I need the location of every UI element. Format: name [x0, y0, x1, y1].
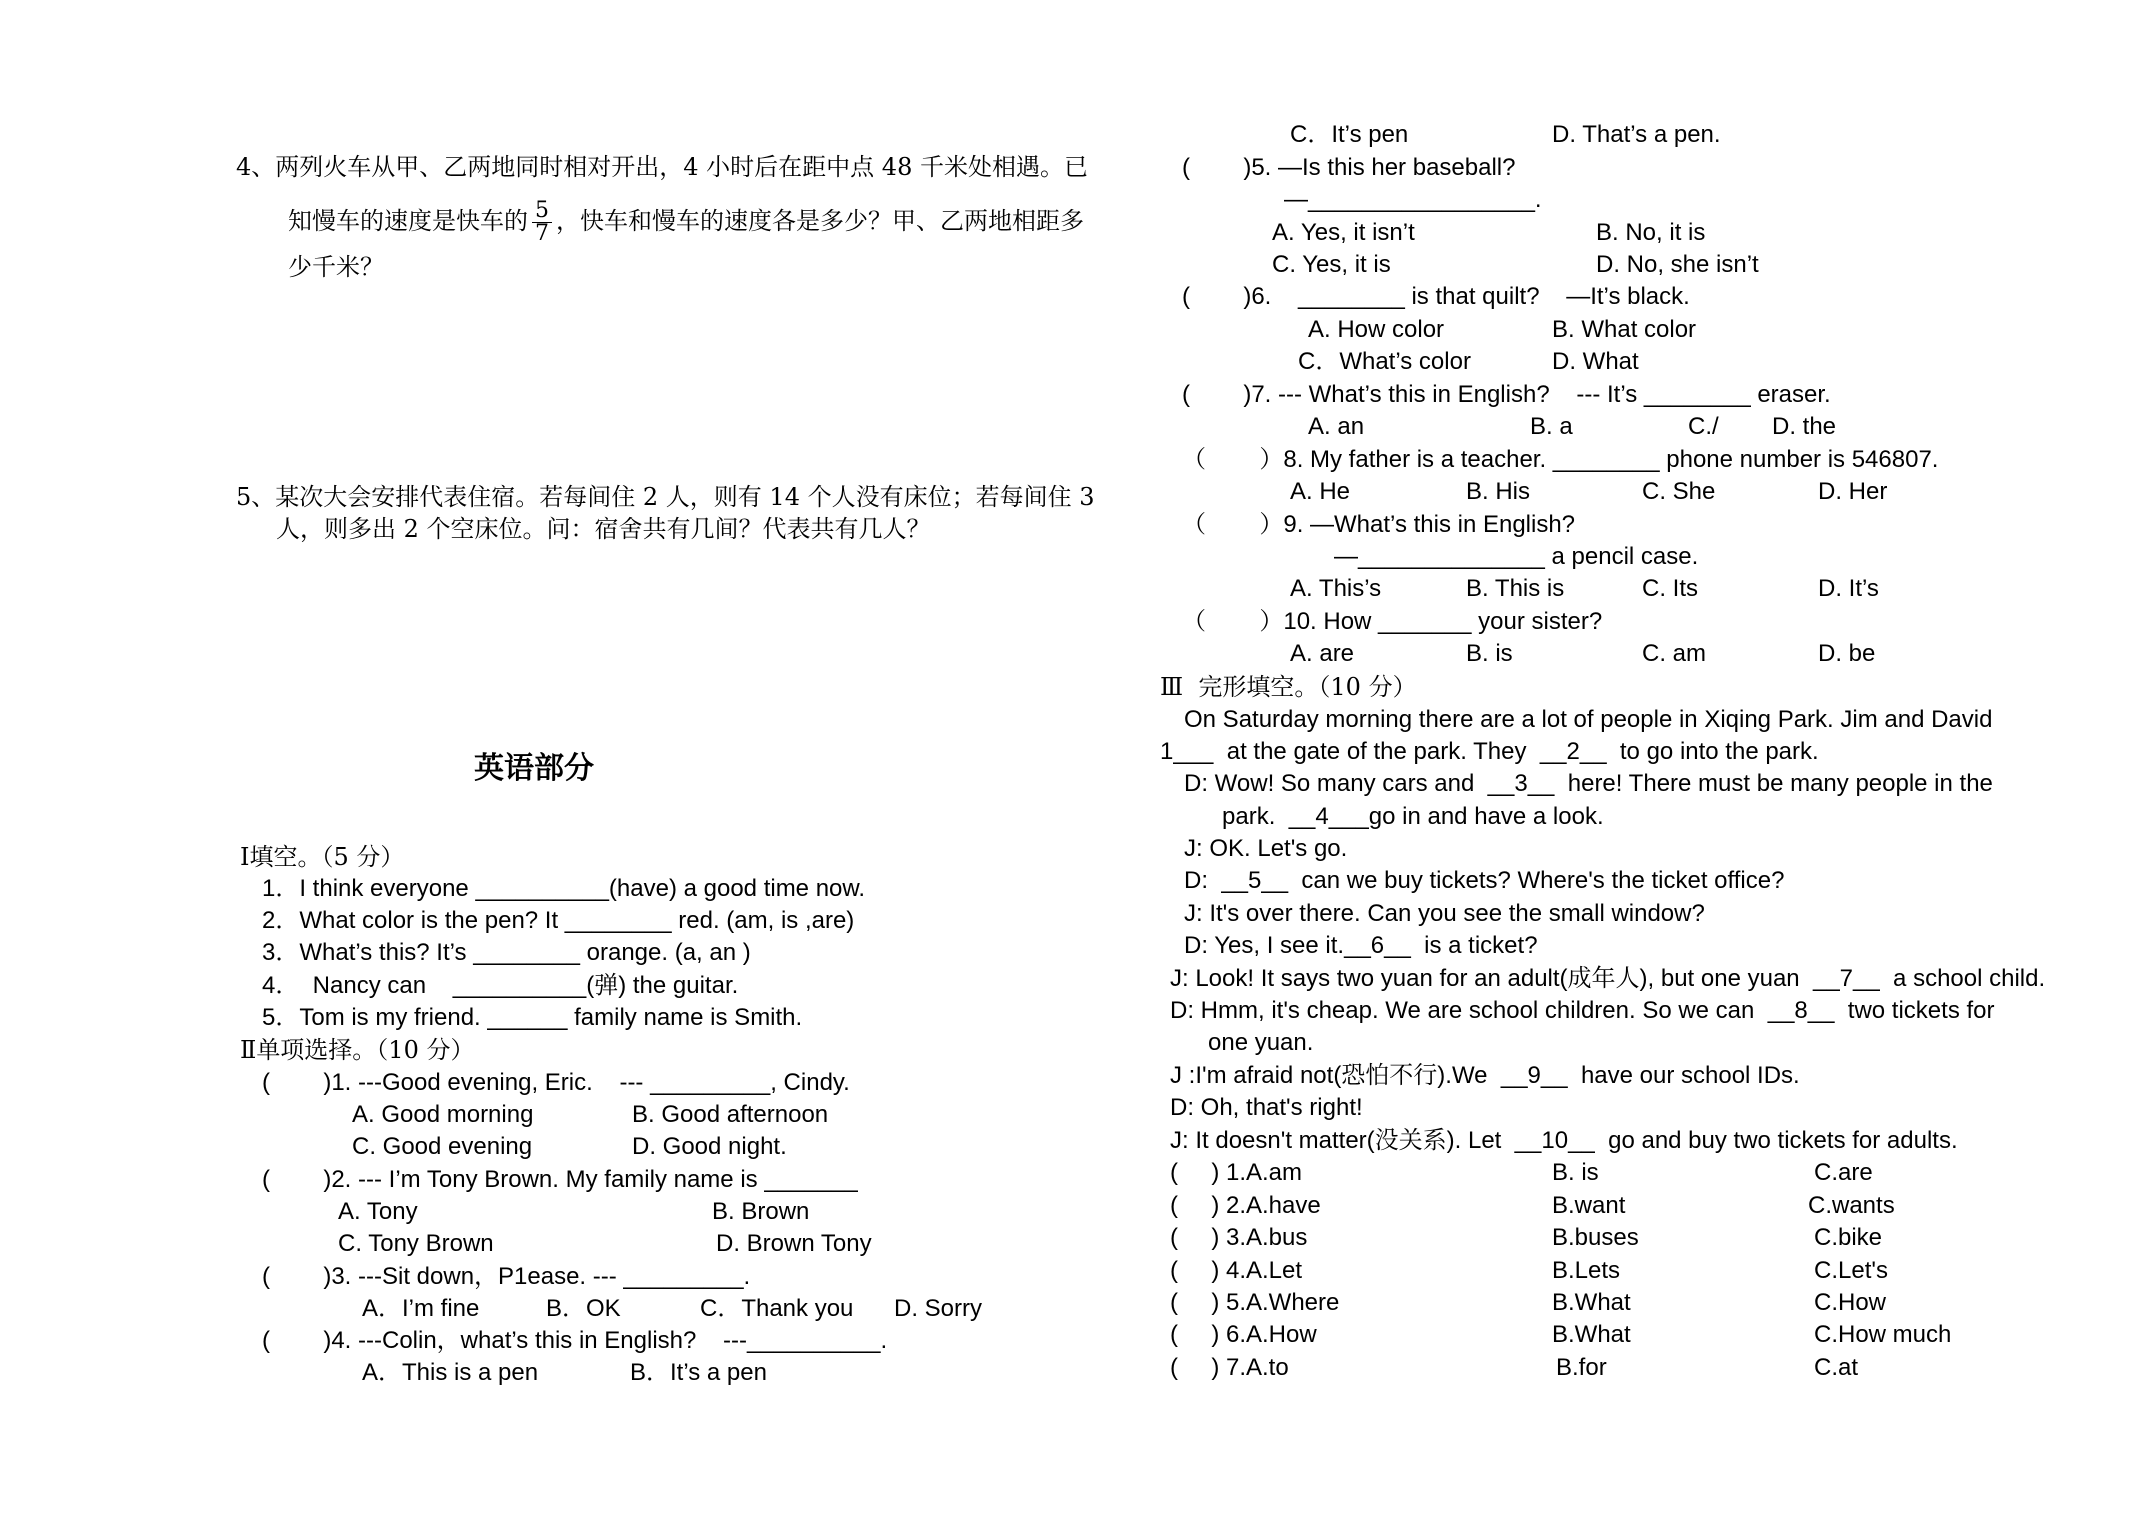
part2-q3-opt-c: C．Thank you [700, 1295, 854, 1322]
passage-line-10: D: Hmm, it's cheap. We are school children. So we can __8__ two tickets for [1170, 997, 1995, 1024]
math-q4-line2-post: ，快车和慢车的速度各是多少？甲、乙两地相距多 [556, 207, 1084, 235]
part2-q3-opt-b: B．OK [546, 1295, 621, 1322]
part1-item-1: 1．I think everyone __________(have) a good time now. [262, 875, 866, 902]
passage-line-8: D: Yes, I see it.__6__ is a ticket? [1184, 932, 1538, 959]
part2-q8-stem: （ ）8. My father is a teacher. ________ phone number is 546807. [1182, 446, 1939, 473]
cloze-q1-opt-b: B. is [1552, 1159, 1599, 1186]
part2-q10-opt-c: C. am [1642, 640, 1707, 667]
part2-q5-answer-line: —_________________. [1284, 186, 1542, 213]
passage-line-5: J: OK. Let's go. [1184, 835, 1348, 862]
part2-q1-opt-b: B. Good afternoon [632, 1101, 829, 1128]
fraction [532, 200, 552, 245]
part2-q5-opt-b: B. No, it is [1596, 219, 1706, 246]
passage-line-9: J: Look! It says two yuan for an adult(成年人), but one yuan __7__ a school child. [1170, 965, 2046, 992]
part2-q2-opt-d: D. Brown Tony [716, 1230, 872, 1257]
part2-q5-stem: ( )5. —Is this her baseball? [1182, 154, 1516, 181]
cloze-q7-opt-c: C.at [1814, 1354, 1859, 1381]
passage-line-3: D: Wow! So many cars and __3__ here! There must be many people in the [1184, 770, 1993, 797]
math-q5-line2: 人，则多出 2 个空床位。问：宿舍共有几间？代表共有几人？ [276, 515, 931, 543]
part2-q1-opt-d: D. Good night. [632, 1133, 787, 1160]
cloze-q2-opt-c: C.wants [1808, 1192, 1895, 1219]
part2-q2-opt-b: B. Brown [712, 1198, 810, 1225]
part2-q9-answer-line: —______________ a pencil case. [1334, 543, 1699, 570]
part2-q4-opt-d: D. That’s a pen. [1552, 121, 1721, 148]
cloze-q5: ( ) 5.A.Where [1170, 1289, 1340, 1316]
part2-heading: Ⅱ单项选择。（10 分） [240, 1036, 475, 1064]
math-q4-line3: 少千米？ [288, 253, 384, 281]
part2-q6-opt-c: C．What’s color [1298, 348, 1471, 375]
part2-q10-stem: （ ）10. How _______ your sister? [1182, 608, 1603, 635]
part2-q7-opt-d: D. the [1772, 413, 1837, 440]
part1-item-2: 2．What color is the pen? It ________ red. (am, is ,are) [262, 907, 855, 934]
cloze-q5-opt-c: C.How [1814, 1289, 1887, 1316]
part2-q4-opt-b: B．It’s a pen [630, 1359, 767, 1386]
part2-q1-opt-a: A. Good morning [352, 1101, 534, 1128]
cloze-q6-opt-c: C.How much [1814, 1321, 1952, 1348]
part2-q6-opt-a: A. How color [1308, 316, 1445, 343]
part1-item-5: 5．Tom is my friend. ______ family name is Smith. [262, 1004, 803, 1031]
math-q4-line2-pre: 知慢车的速度是快车的 [288, 207, 528, 235]
part2-q8-opt-c: C. She [1642, 478, 1716, 505]
cloze-q4-opt-b: B.Lets [1552, 1257, 1621, 1284]
part2-q9-opt-a: A. This’s [1290, 575, 1382, 602]
cloze-q2: ( ) 2.A.have [1170, 1192, 1321, 1219]
part1-item-3: 3．What’s this? It’s ________ orange. (a, an ) [262, 939, 751, 966]
cloze-q6: ( ) 6.A.How [1170, 1321, 1317, 1348]
math-q4-line1: 4、两列火车从甲、乙两地同时相对开出，4 小时后在距中点 48 千米处相遇。已 [236, 153, 1088, 181]
passage-line-12: J :I'm afraid not(恐怕不行).We __9__ have our school IDs. [1170, 1062, 1800, 1089]
cloze-q7: ( ) 7.A.to [1170, 1354, 1289, 1381]
part2-q5-opt-c: C. Yes, it is [1272, 251, 1391, 278]
cloze-q4: ( ) 4.A.Let [1170, 1257, 1303, 1284]
passage-line-4: park. __4___go in and have a look. [1222, 803, 1604, 830]
part2-q2-opt-c: C. Tony Brown [338, 1230, 494, 1257]
part2-q9-opt-b: B. This is [1466, 575, 1565, 602]
part2-q8-opt-d: D. Her [1818, 478, 1888, 505]
part2-q2-opt-a: A. Tony [338, 1198, 418, 1225]
cloze-q3-opt-c: C.bike [1814, 1224, 1883, 1251]
part2-q7-opt-b: B. a [1530, 413, 1573, 440]
part2-q9-opt-d: D. It’s [1818, 575, 1879, 602]
part2-q4-stem: ( )4. ---Colin，what’s this in English? ---__________. [262, 1327, 888, 1354]
part2-q10-opt-b: B. is [1466, 640, 1513, 667]
part2-q8-opt-a: A. He [1290, 478, 1351, 505]
part2-q9-opt-c: C. Its [1642, 575, 1699, 602]
part2-q1-opt-c: C. Good evening [352, 1133, 533, 1160]
cloze-q3: ( ) 3.A.bus [1170, 1224, 1308, 1251]
passage-line-2: 1___ at the gate of the park. They __2__ to go into the park. [1160, 738, 1819, 765]
fraction-numerator: 5 [532, 200, 552, 223]
part2-q9-stem: （ ）9. —What’s this in English? [1182, 511, 1576, 538]
part2-q3-opt-d: D. Sorry [894, 1295, 983, 1322]
part2-q8-opt-b: B. His [1466, 478, 1531, 505]
part2-q4-opt-c: C．It’s pen [1290, 121, 1409, 148]
cloze-q1: ( ) 1.A.am [1170, 1159, 1303, 1186]
math-q5-line1: 5、某次大会安排代表住宿。若每间住 2 人，则有 14 个人没有床位；若每间住 3 [236, 483, 1095, 511]
cloze-q3-opt-b: B.buses [1552, 1224, 1639, 1251]
part2-q2-stem: ( )2. --- I’m Tony Brown. My family name is _______ [262, 1166, 858, 1193]
passage-line-1: On Saturday morning there are a lot of people in Xiqing Park. Jim and David [1184, 706, 1993, 733]
part1-heading: Ⅰ填空。（5 分） [240, 843, 405, 871]
passage-line-6: D: __5__ can we buy tickets? Where's the ticket office? [1184, 867, 1785, 894]
part2-q7-stem: ( )7. --- What’s this in English? --- It’s ________ eraser. [1182, 381, 1831, 408]
cloze-q1-opt-c: C.are [1814, 1159, 1873, 1186]
part2-q7-opt-c: C./ [1688, 413, 1719, 440]
part2-q6-opt-d: D. What [1552, 348, 1639, 375]
part2-q10-opt-a: A. are [1290, 640, 1355, 667]
math-q4-line2 [288, 200, 1084, 245]
cloze-q6-opt-b: B.What [1552, 1321, 1631, 1348]
part2-q7-opt-a: A. an [1308, 413, 1365, 440]
part2-q3-stem: ( )3. ---Sit down，P1ease. --- _________. [262, 1263, 751, 1290]
part3-heading: Ⅲ 完形填空。（10 分） [1160, 673, 1417, 701]
part1-item-4: 4． Nancy can __________(弹) the guitar. [262, 972, 739, 999]
part2-q6-opt-b: B. What color [1552, 316, 1697, 343]
cloze-q7-opt-b: B.for [1556, 1354, 1607, 1381]
cloze-q4-opt-c: C.Let's [1814, 1257, 1888, 1284]
part2-q5-opt-a: A. Yes, it isn’t [1272, 219, 1415, 246]
part2-q10-opt-d: D. be [1818, 640, 1876, 667]
cloze-q5-opt-b: B.What [1552, 1289, 1631, 1316]
passage-line-11: one yuan. [1208, 1029, 1314, 1056]
part2-q4-opt-a: A．This is a pen [362, 1359, 539, 1386]
passage-line-13: D: Oh, that's right! [1170, 1094, 1363, 1121]
part2-q6-stem: ( )6. ________ is that quilt? —It’s black. [1182, 283, 1690, 310]
part2-q5-opt-d: D. No, she isn’t [1596, 251, 1759, 278]
english-section-title: 英语部分 [474, 751, 594, 786]
fraction-denominator: 7 [535, 221, 549, 246]
passage-line-7: J: It's over there. Can you see the small window? [1184, 900, 1705, 927]
passage-line-14: J: It doesn't matter(没关系). Let __10__ go and buy two tickets for adults. [1170, 1127, 1958, 1154]
cloze-q2-opt-b: B.want [1552, 1192, 1626, 1219]
part2-q3-opt-a: A．I’m fine [362, 1295, 480, 1322]
part2-q1-stem: ( )1. ---Good evening, Eric. --- _________, Cindy. [262, 1069, 850, 1096]
